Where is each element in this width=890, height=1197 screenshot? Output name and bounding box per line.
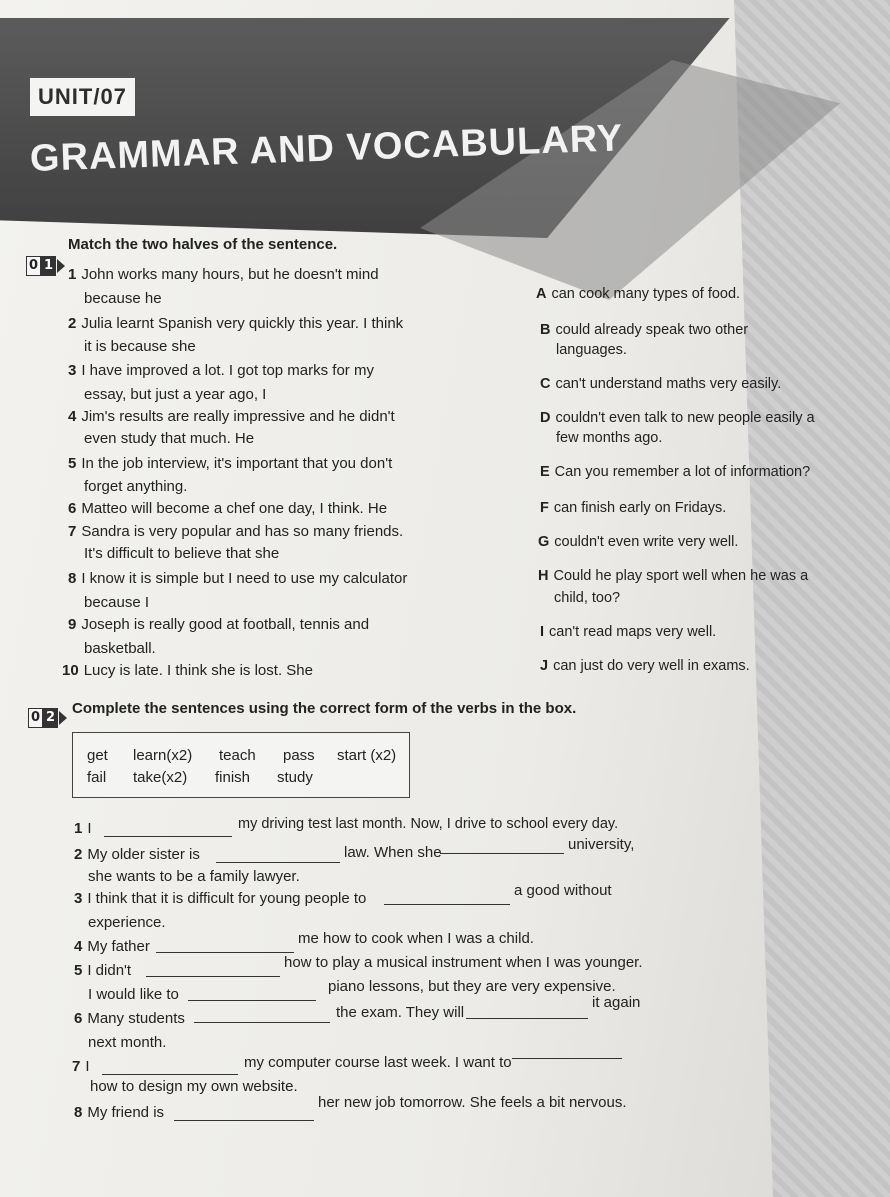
answer-blank[interactable] bbox=[102, 1074, 238, 1075]
list-item-cont: it is because she bbox=[84, 338, 196, 355]
answer-blank[interactable] bbox=[384, 904, 510, 905]
list-item: 1 John works many hours, but he doesn't mind bbox=[68, 266, 379, 283]
list-item-cont: because I bbox=[84, 594, 150, 611]
answer-blank[interactable] bbox=[216, 862, 340, 863]
verb: take(x2) bbox=[133, 769, 188, 786]
list-item-cont: basketball. bbox=[84, 640, 156, 657]
exercise-2-number bbox=[28, 708, 67, 728]
answer-option-cont: few months ago. bbox=[556, 430, 663, 446]
sentence-2: 2 My older sister is bbox=[74, 846, 200, 863]
answer-option: E Can you remember a lot of information? bbox=[540, 464, 811, 480]
list-item: 5 In the job interview, it's important that you don't bbox=[68, 455, 393, 472]
exercise-1-instruction: Match the two halves of the sentence. bbox=[68, 236, 338, 253]
exercise-number-digit: 2 bbox=[43, 708, 58, 728]
sentence-4: 4 My father bbox=[74, 938, 150, 955]
sentence-2-text: university, bbox=[568, 836, 635, 853]
exercise-number-digit: 0 bbox=[26, 256, 41, 276]
answer-option: D couldn't even talk to new people easily a bbox=[540, 410, 815, 426]
list-item-cont: even study that much. He bbox=[84, 430, 255, 447]
verb: study bbox=[277, 769, 313, 786]
answer-option: I can't read maps very well. bbox=[540, 624, 717, 640]
sentence-4-text: me how to cook when I was a child. bbox=[298, 930, 534, 947]
sentence-5-cont: I would like to bbox=[88, 986, 179, 1003]
exercise-1-number bbox=[26, 256, 65, 276]
list-item: 7 Sandra is very popular and has so many friends. bbox=[68, 523, 404, 540]
list-item: 6 Matteo will become a chef one day, I think. He bbox=[68, 500, 388, 517]
verb: get bbox=[87, 747, 108, 764]
exercise-number-digit: 1 bbox=[41, 256, 56, 276]
sentence-5-text: piano lessons, but they are very expensive. bbox=[328, 978, 616, 995]
exercise-2-instruction: Complete the sentences using the correct form of the verbs in the box. bbox=[72, 700, 577, 717]
list-item-cont: forget anything. bbox=[84, 478, 188, 495]
list-item-cont: It's difficult to believe that she bbox=[84, 545, 280, 562]
unit-label: UNIT/07 bbox=[30, 78, 135, 116]
verb: pass bbox=[283, 747, 315, 764]
answer-option: B could already speak two other bbox=[540, 322, 749, 338]
exercise-number-digit: 0 bbox=[28, 708, 43, 728]
list-item: 9 Joseph is really good at football, tennis and bbox=[68, 616, 370, 633]
sentence-2-text: law. When she bbox=[344, 844, 442, 861]
sentence-8: 8 My friend is bbox=[74, 1104, 165, 1121]
list-item: 3 I have improved a lot. I got top marks for my bbox=[68, 362, 374, 379]
verb: teach bbox=[219, 747, 256, 764]
list-item-cont: essay, but just a year ago, I bbox=[84, 386, 267, 403]
answer-blank[interactable] bbox=[440, 853, 564, 854]
answer-option-cont: child, too? bbox=[554, 590, 621, 606]
sentence-6-cont: next month. bbox=[88, 1034, 167, 1051]
sentence-3-text: a good without bbox=[514, 882, 612, 899]
verb: finish bbox=[215, 769, 251, 786]
answer-blank[interactable] bbox=[156, 952, 294, 953]
answer-option: H Could he play sport well when he was a bbox=[538, 568, 809, 584]
answer-blank[interactable] bbox=[512, 1058, 622, 1059]
answer-option: J can just do very well in exams. bbox=[540, 658, 750, 674]
sentence-6-text: it again bbox=[592, 994, 641, 1011]
answer-option: A can cook many types of food. bbox=[536, 286, 741, 302]
answer-option: F can finish early on Fridays. bbox=[540, 500, 727, 516]
answer-blank[interactable] bbox=[146, 976, 280, 977]
answer-option: C can't understand maths very easily. bbox=[540, 376, 782, 392]
sentence-1: 1 I bbox=[74, 820, 92, 837]
answer-blank[interactable] bbox=[188, 1000, 316, 1001]
arrow-icon bbox=[57, 259, 65, 273]
sentence-7-cont: how to design my own website. bbox=[90, 1078, 298, 1095]
arrow-icon bbox=[59, 711, 67, 725]
answer-blank[interactable] bbox=[104, 836, 232, 837]
answer-option-cont: languages. bbox=[556, 342, 627, 358]
sentence-2-cont: she wants to be a family lawyer. bbox=[88, 868, 300, 885]
verb-box bbox=[72, 732, 410, 798]
answer-blank[interactable] bbox=[174, 1120, 314, 1121]
list-item: 8 I know it is simple but I need to use my calculator bbox=[68, 570, 408, 587]
list-item: 4 Jim's results are really impressive and he didn't bbox=[68, 408, 395, 425]
sentence-8-text: her new job tomorrow. She feels a bit nervous. bbox=[318, 1094, 627, 1111]
sentence-3-cont: experience. bbox=[88, 914, 166, 931]
sentence-6: 6 Many students bbox=[74, 1010, 185, 1027]
answer-blank[interactable] bbox=[194, 1022, 330, 1023]
answer-blank[interactable] bbox=[466, 1018, 588, 1019]
list-item: 2 Julia learnt Spanish very quickly this year. I think bbox=[68, 315, 404, 332]
sentence-3: 3 I think that it is difficult for young people to bbox=[74, 890, 367, 907]
sentence-1-text: my driving test last month. Now, I drive to school every day. bbox=[238, 816, 619, 832]
sentence-7: 7 I bbox=[72, 1058, 90, 1075]
sentence-5-text: how to play a musical instrument when I was younger. bbox=[284, 954, 643, 971]
verb: start (x2) bbox=[337, 747, 397, 764]
page-title: GRAMMAR AND VOCABULARY bbox=[29, 117, 624, 180]
sentence-5: 5 I didn't bbox=[74, 962, 132, 979]
verb: learn(x2) bbox=[133, 747, 193, 764]
sentence-7-text: my computer course last week. I want to bbox=[244, 1054, 512, 1071]
verb: fail bbox=[87, 769, 107, 786]
sentence-6-text: the exam. They will bbox=[336, 1004, 465, 1021]
list-item: 10 Lucy is late. I think she is lost. She bbox=[62, 662, 313, 679]
answer-option: G couldn't even write very well. bbox=[538, 534, 739, 550]
list-item-cont: because he bbox=[84, 290, 162, 307]
